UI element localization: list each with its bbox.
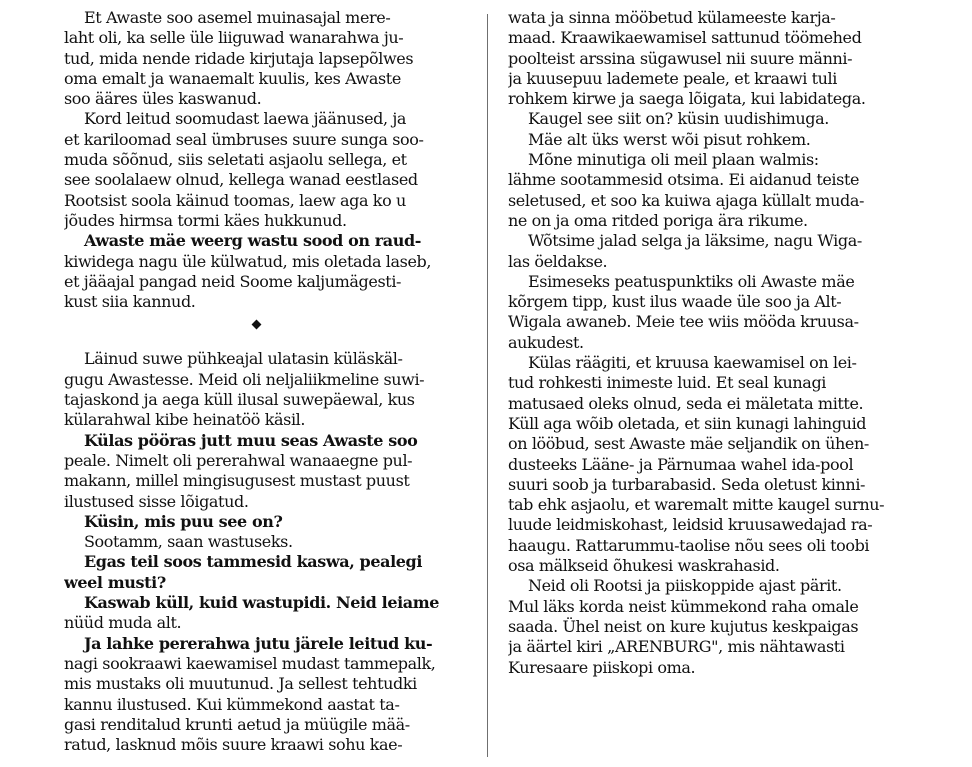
text-line: gasi renditalud krunti aetud ja müügile mää- [64, 714, 410, 734]
text-line: tab ehk asjaolu, et waremalt mitte kaugel surnu- [508, 495, 885, 515]
text-line: et jääajal pangad neid Soome kaljumägesti- [64, 271, 402, 291]
text-line: Egas teil soos tammesid kaswa, pealegi [84, 552, 422, 572]
text-line: wata ja sinna mööbetud külameeste karja- [508, 8, 836, 27]
text-line: Küll aga wõib oletada, et siin kunagi lahinguid [508, 413, 867, 433]
text-line: weel musti? [64, 572, 166, 592]
text-line: Et Awaste soo asemel muinasajal mere- [84, 8, 391, 27]
right-text-column [508, 8, 906, 678]
text-line: külarahwal kibe heinatöö käsil. [64, 410, 306, 430]
text-line: ja äärtel kiri „ARENBURG", mis nähtawasti [508, 637, 845, 657]
text-line: oma emalt ja wanaemalt kuulis, kes Awaste [64, 68, 401, 88]
text-line: Mäe alt üks werst wõi pisut rohkem. [528, 129, 811, 149]
text-line: jõudes hirmsa tormi käes hukkunud. [64, 210, 347, 230]
text-line: lähme sootammesid otsima. Ei aidanud teiste [508, 170, 860, 190]
text-line: rohkem kirwe ja saega lõigata, kui labidatega. [508, 89, 866, 109]
left-column-upper-paragraphs [64, 8, 448, 312]
text-line: Wigala awaneb. Meie tee wiis mööda kruusa- [508, 312, 859, 332]
text-line: matusaed oleks olnud, seda ei mäletata mitte. [508, 393, 864, 413]
text-line: laht oli, ka selle üle liiguwad wanarahwa ju- [64, 28, 404, 48]
text-line: see soolalaew olnud, kellega wanad eestlased [64, 170, 418, 190]
column-divider-rule [487, 14, 488, 757]
text-line: Küsin, mis puu see on? [84, 511, 283, 531]
text-line: Mõne minutiga oli meil plaan walmis: [528, 150, 819, 170]
text-line: kannu ilustused. Kui kümmekond aastat ta- [64, 694, 400, 714]
section-break-dot [64, 312, 448, 337]
text-line: poolteist arssina sügawusel nii suure männi- [508, 48, 853, 68]
text-line: luude leidmiskohast, leidsid kruusawedajad ra- [508, 515, 873, 535]
text-line: Külas räägiti, et kruusa kaewamisel on lei- [528, 353, 857, 373]
text-line: Kuresaare piiskopi oma. [508, 657, 696, 677]
text-line: muda sõõnud, siis seletati asjaolu sellega, et [64, 150, 407, 170]
text-line: tajaskond ja aega küll ilusal suwepäewal, kus [64, 390, 415, 410]
text-line: nüüd muda alt. [64, 613, 182, 633]
text-line: Mul läks korda neist kümmekond raha omale [508, 596, 859, 616]
text-line: ja kuusepuu lademete peale, et kraawi tuli [508, 68, 837, 88]
right-column-paragraphs [508, 8, 906, 678]
text-line: ilustused sisse lõigatud. [64, 491, 249, 511]
text-line: Külas pööras jutt muu seas Awaste soo [84, 430, 418, 450]
text-line: mis mustaks oli muutunud. Ja sellest tehtudki [64, 674, 417, 694]
text-line: tud rohkesti inimeste luid. Et seal kunagi [508, 373, 827, 393]
text-line: Läinud suwe pühkeajal ulatasin küläskäl- [84, 349, 403, 369]
text-line: Sootamm, saan wastuseks. [84, 532, 293, 552]
text-line: Awaste mäe weerg wastu sood on raud- [84, 231, 422, 251]
text-line: nagi sookraawi kaewamisel mudast tammepalk, [64, 653, 436, 673]
text-line: Kaugel see siit on? küsin uudishimuga. [528, 109, 829, 129]
text-line: soo ääres üles kaswanud. [64, 89, 262, 109]
text-line: Rootsist soola käinud toomas, laew aga ko u [64, 190, 406, 210]
left-column-lower-paragraphs [64, 349, 448, 755]
text-line: Kord leitud soomudast laewa jäänused, ja [84, 109, 407, 129]
text-line: seletused, et soo ka kuiwa ajaga küllalt muda- [508, 190, 864, 210]
text-line: Wõtsime jalad selga ja läksime, nagu Wiga- [528, 231, 862, 251]
text-line: ne on ja oma ritded poriga ära rikume. [508, 210, 808, 230]
text-line: Esimeseks peatuspunktiks oli Awaste mäe [528, 271, 855, 291]
text-line: tud, mida nende ridade kirjutaja lapsepõlwes [64, 48, 414, 68]
text-line: maad. Kraawikaewamisel sattunud töömehed [508, 28, 862, 48]
text-line: aukudest. [508, 332, 584, 352]
text-line: dusteeks Lääne- ja Pärnumaa wahel ida-pool [508, 454, 854, 474]
text-line: haaugu. Rattarummu-taolise nõu sees oli toobi [508, 535, 870, 555]
text-line: las öeldakse. [508, 251, 608, 271]
text-line: saada. Ühel neist on kure kujutus keskpaigas [508, 616, 859, 636]
text-line: kõrgem tipp, kust ilus waade üle soo ja Alt- [508, 292, 842, 312]
text-line: suuri soob ja turbarabasid. Seda oletust kinni- [508, 474, 866, 494]
text-line: kiwidega nagu üle külwatud, mis oletada laseb, [64, 251, 432, 271]
text-line: makann, millel mingisugusest mustast puust [64, 471, 410, 491]
text-line: Kaswab küll, kuid wastupidi. Neid leiame [84, 593, 440, 613]
text-line: osa mälkseid õhukesi waskrahasid. [508, 556, 780, 576]
text-line: Neid oli Rootsi ja piiskoppide ajast pärit. [528, 576, 842, 596]
text-line: peale. Nimelt oli pererahwal wanaaegne pul- [64, 450, 413, 470]
text-line: ratud, lasknud mõis suure kraawi sohu kae- [64, 735, 403, 755]
text-line: Ja lahke pererahwa jutu järele leitud ku- [84, 633, 433, 653]
text-line: kust siia kannud. [64, 292, 196, 312]
text-line: on lööbud, sest Awaste mäe seljandik on ühen- [508, 434, 869, 454]
text-line: et kariloomad seal ümbruses suure sunga soo- [64, 129, 424, 149]
text-line: gugu Awastesse. Meid oli neljaliikmeline suwi- [64, 369, 425, 389]
left-text-column [64, 8, 448, 755]
